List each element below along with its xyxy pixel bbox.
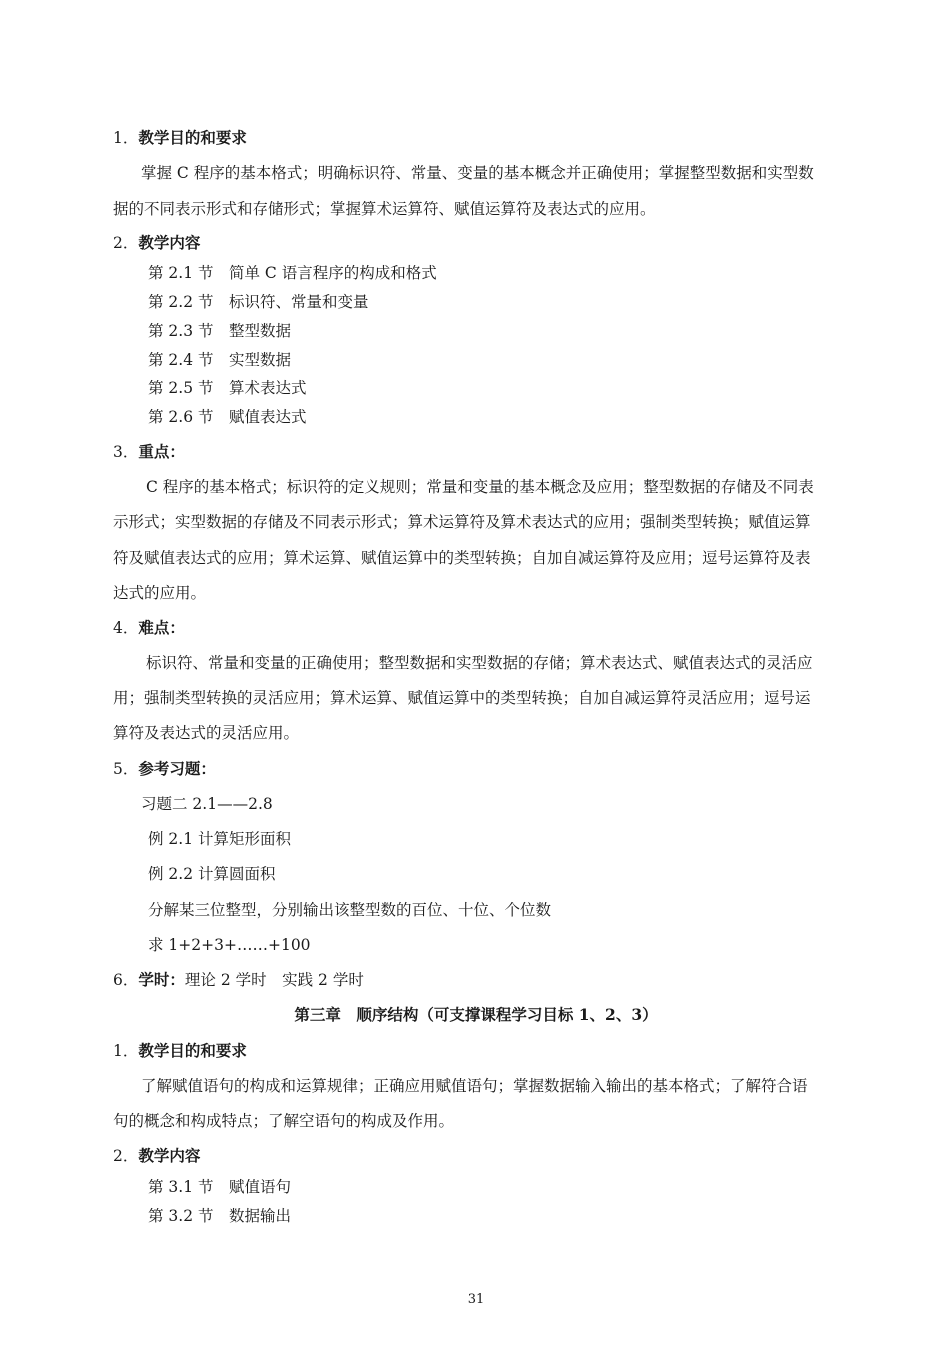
- section-2-heading: [113, 233, 200, 253]
- section-1-para-line-1: 掌握 C 程序的基本格式；明确标识符、常量、变量的基本概念并正确使用；掌握整型数据和实型数: [141, 164, 814, 182]
- heading-text: 教学目的和要求: [138, 128, 247, 147]
- heading-number: 2．: [113, 1147, 139, 1165]
- heading-number: 6．: [113, 971, 139, 989]
- difficulties-line-1: 标识符、常量和变量的正确使用；整型数据和实型数据的存储；算术表达式、赋值表达式的灵活应: [146, 654, 813, 672]
- ch3-section-1-heading: [113, 1041, 247, 1061]
- keypoints-line-1: C 程序的基本格式；标识符的定义规则；常量和变量的基本概念及应用；整型数据的存储及不同表: [146, 478, 814, 496]
- heading-number: 3．: [113, 443, 139, 461]
- exercise-sum: 求 1+2+3+……+100: [148, 936, 311, 954]
- content-item-2-1: 第 2.1 节 简单 C 语言程序的构成和格式: [148, 264, 437, 282]
- heading-number: 5．: [113, 760, 139, 778]
- ch3-content-item-3-1: 第 3.1 节 赋值语句: [148, 1178, 292, 1196]
- heading-number: 2．: [113, 234, 139, 252]
- content-item-2-5: 第 2.5 节 算术表达式: [148, 379, 307, 397]
- keypoints-line-3: 符及赋值表达式的应用；算术运算、赋值运算中的类型转换；自加自减运算符及应用；逗号运算符及表: [113, 549, 811, 567]
- keypoints-line-4: 达式的应用。: [113, 584, 207, 602]
- content-item-2-4: 第 2.4 节 实型数据: [148, 351, 292, 369]
- difficulties-line-2: 用；强制类型转换的灵活应用；算术运算、赋值运算中的类型转换；自加自减运算符灵活应用；逗号运: [113, 689, 811, 707]
- exercise-digit-split: 分解某三位整型，分别输出该整型数的百位、十位、个位数: [148, 901, 552, 919]
- heading-text: 学时：: [138, 970, 185, 989]
- ch3-section-1-para-line-1: 了解赋值语句的构成和运算规律；正确应用赋值语句；掌握数据输入输出的基本格式；了解符合语: [141, 1077, 808, 1095]
- heading-text: 重点：: [138, 442, 185, 461]
- heading-text: 教学内容: [138, 233, 201, 252]
- keypoints-line-2: 示形式；实型数据的存储及不同表示形式；算术运算符及算术表达式的应用；强制类型转换；赋值运算: [113, 513, 811, 531]
- heading-number: 1．: [113, 1042, 139, 1060]
- section-4-heading: [113, 618, 185, 638]
- section-5-heading: [113, 759, 216, 779]
- heading-text: 教学内容: [138, 1146, 201, 1165]
- exercise-example-2-1: 例 2.1 计算矩形面积: [148, 830, 292, 848]
- section-6-heading: [113, 970, 364, 990]
- heading-number: 1．: [113, 129, 139, 147]
- heading-text: 难点：: [138, 618, 185, 637]
- page-number: 31: [467, 1292, 485, 1307]
- exercise-range: 习题二 2.1——2.8: [141, 795, 273, 813]
- section-1-para-line-2: 据的不同表示形式和存储形式；掌握算术运算符、赋值运算符及表达式的应用。: [113, 200, 656, 218]
- exercise-example-2-2: 例 2.2 计算圆面积: [148, 865, 276, 883]
- content-item-2-3: 第 2.3 节 整型数据: [148, 322, 292, 340]
- content-item-2-6: 第 2.6 节 赋值表达式: [148, 408, 307, 426]
- ch3-content-item-3-2: 第 3.2 节 数据输出: [148, 1207, 292, 1225]
- section-1-heading: [113, 128, 247, 148]
- heading-text: 参考习题：: [138, 759, 216, 778]
- heading-detail: 理论 2 学时 实践 2 学时: [184, 971, 364, 989]
- ch3-section-1-para-line-2: 句的概念和构成特点；了解空语句的构成及作用。: [113, 1112, 455, 1130]
- content-item-2-2: 第 2.2 节 标识符、常量和变量: [148, 293, 369, 311]
- ch3-section-2-heading: [113, 1146, 200, 1166]
- chapter-3-title: 第三章 顺序结构（可支撑课程学习目标 1、2、3）: [294, 1005, 658, 1024]
- difficulties-line-3: 算符及表达式的灵活应用。: [113, 724, 300, 742]
- heading-text: 教学目的和要求: [138, 1041, 247, 1060]
- section-3-heading: [113, 442, 185, 462]
- heading-number: 4．: [113, 619, 139, 637]
